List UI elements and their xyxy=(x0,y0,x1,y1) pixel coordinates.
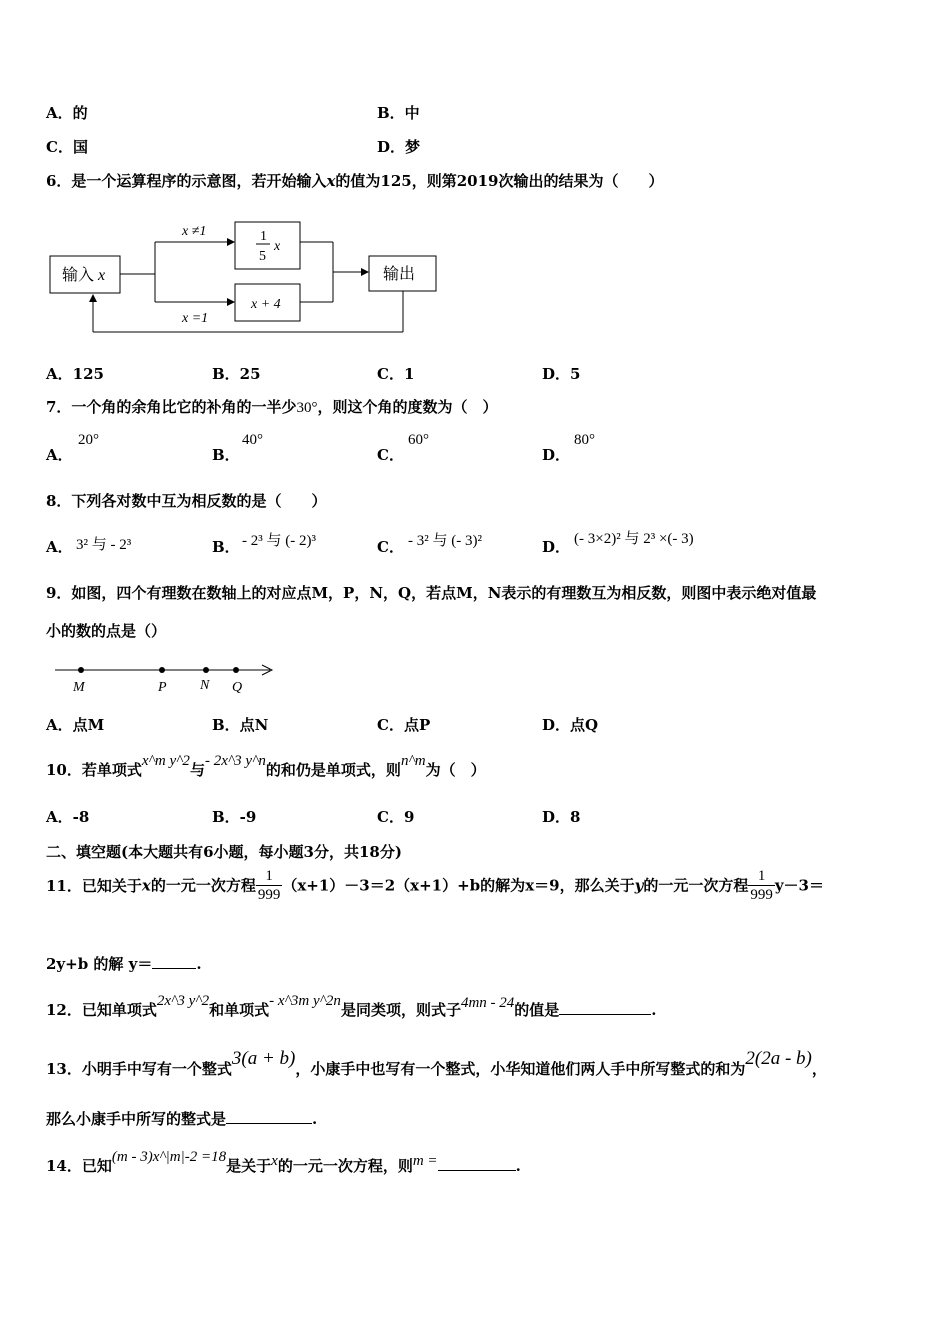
q8-expr-a: 3² 与 - 2³ xyxy=(76,537,132,553)
q9-label-q: Q xyxy=(232,680,243,695)
q6-option-b: B．25 xyxy=(212,365,261,383)
svg-text:输入 x: 输入 x xyxy=(62,267,106,284)
q6-fraction-box xyxy=(235,222,300,269)
q13-line1: 13．小明手中写有一个整式3(a + b)，小康手中也写有一个整式，小华知道他们两人手中所写整式的和为2(2a - b)， xyxy=(46,1048,827,1078)
section-2-heading: 二、填空题(本大题共有6小题，每小题3分，共18分) xyxy=(46,843,402,861)
q7-value-d: 80° xyxy=(574,432,595,448)
q9-stem-line1: 9．如图，四个有理数在数轴上的对应点M，P，N，Q，若点M，N表示的有理数互为相反数，则图中表示绝对值最 xyxy=(46,584,817,602)
q8-expr-b: - 2³ 与 (- 2)³ xyxy=(242,533,316,549)
q6-frac-num: 1 xyxy=(260,229,267,244)
q11-fraction-2: $\frac{1}{999}$ xyxy=(750,868,773,903)
q5-option-d: D．梦 xyxy=(377,138,421,156)
q14-answer-blank xyxy=(438,1170,516,1171)
q9-point-n xyxy=(203,667,209,673)
q5-option-b: B．中 xyxy=(377,104,420,122)
q5-option-c: C．国 xyxy=(46,138,88,156)
q6-add-label: x + 4 xyxy=(251,297,281,312)
q6-cond-top: x ≠1 xyxy=(182,224,207,239)
q11-fraction-1: $\frac{1}{999}$ xyxy=(257,868,281,903)
q12-answer-blank xyxy=(559,1014,651,1015)
q9-option-d: D．点Q xyxy=(542,716,599,734)
q9-point-p xyxy=(159,667,165,673)
q14-stem: 14．已知(m - 3)x^|m|-2 =18是关于x的一元一次方程，则m = . xyxy=(46,1149,521,1175)
q8-label-d: D． xyxy=(542,538,571,556)
q9-option-c: C．点P xyxy=(377,716,431,734)
q9-label-p: P xyxy=(158,680,167,695)
q8-label-b: B． xyxy=(212,538,240,556)
q9-stem-line2: 小的数的点是（） xyxy=(46,622,167,640)
q9-label-m: M xyxy=(73,680,85,695)
q6-option-a: A．125 xyxy=(46,365,104,383)
q7-label-a: A． xyxy=(46,446,73,464)
q7-value-b: 40° xyxy=(242,432,263,448)
q9-point-m xyxy=(78,667,84,673)
q7-label-d: D． xyxy=(542,446,571,464)
q10-option-c: C．9 xyxy=(377,808,415,826)
q6-flowchart xyxy=(40,212,450,338)
q11-line2: 2y+b 的解 y＝ . xyxy=(46,955,202,973)
q8-stem: 8．下列各对数中互为相反数的是（ ） xyxy=(46,492,327,510)
q6-option-c: C．1 xyxy=(377,365,415,383)
q8-label-c: C． xyxy=(377,538,404,556)
q7-value-c: 60° xyxy=(408,432,429,448)
q9-option-b: B．点N xyxy=(212,716,269,734)
q10-option-b: B．-9 xyxy=(212,808,257,826)
q6-option-d: D．5 xyxy=(542,365,581,383)
q6-frac-var: x xyxy=(274,239,281,254)
q8-label-a: A． xyxy=(46,538,73,556)
q6-output-label: 输出 xyxy=(383,266,416,283)
q13-line2: 那么小康手中所写的整式是 . xyxy=(46,1110,318,1128)
q10-stem: 10．若单项式x^m y^2与- 2x^3 y^n的和仍是单项式，则n^m为（ ） xyxy=(46,753,486,779)
q9-option-a: A．点M xyxy=(46,716,105,734)
q6-frac-den: 5 xyxy=(259,249,266,264)
q5-option-a: A．的 xyxy=(46,104,88,122)
q10-option-a: A．-8 xyxy=(46,808,90,826)
q10-option-d: D．8 xyxy=(542,808,581,826)
q12-stem: 12．已知单项式2x^3 y^2和单项式- x^3m y^2n是同类项，则式子4mn - 24的值是 . xyxy=(46,993,657,1019)
q13-answer-blank xyxy=(226,1123,312,1124)
q9-number-line xyxy=(50,658,280,698)
q7-value-a: 20° xyxy=(78,432,99,448)
q6-input-label: 输入 xyxy=(62,267,95,284)
q9-label-n: N xyxy=(200,678,210,693)
q7-label-b: B． xyxy=(212,446,240,464)
q11-answer-blank xyxy=(152,968,196,969)
q8-expr-c: - 3² 与 (- 3)² xyxy=(408,533,482,549)
q6-cond-bottom: x =1 xyxy=(182,311,209,326)
q11-line1: 11．已知关于x的一元一次方程 $\frac{1}{999}$ （x+1）－3＝2（x+1）+b的解为x＝9，那么关于y的一元一次方程 $\frac{1}{999}$ y－3＝ xyxy=(46,868,824,903)
q7-label-c: C． xyxy=(377,446,404,464)
q9-point-q xyxy=(233,667,239,673)
q6-stem: 6．是一个运算程序的示意图，若开始输入x的值为125，则第2019次输出的结果为（ ） xyxy=(46,172,664,190)
q8-expr-d: (- 3×2)² 与 2³ ×(- 3) xyxy=(574,531,694,547)
q7-stem: 7．一个角的余角比它的补角的一半少30°，则这个角的度数为（ ） xyxy=(46,398,498,416)
